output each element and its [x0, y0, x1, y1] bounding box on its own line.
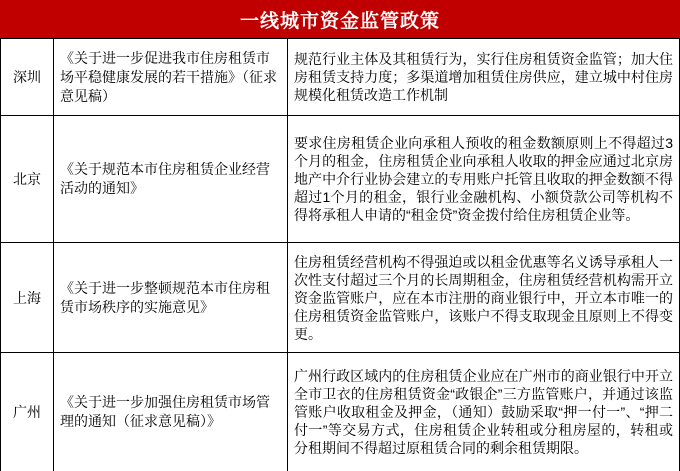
table-row-beijing	[1, 116, 680, 243]
policy-title-cell: 《关于进一步加强住房租赁市场管理的通知（征求意见稿）》	[54, 353, 288, 471]
table-row-shenzhen	[1, 39, 680, 116]
policy-title-cell: 《关于规范本市住房租赁企业经营活动的通知》	[54, 116, 288, 243]
policy-description-cell: 住房租赁经营机构不得强迫或以租金优惠等名义诱导承租人一次性支付超过三个月的长周期租金，住房租赁经营机构需开立资金监管账户，应在本市注册的商业银行中，开立本市唯一的住房租赁资金监管账户，该账户不得支取现金且原则上不得变更。	[288, 243, 680, 353]
policy-description-cell: 广州行政区域内的住房租赁企业应在广州市的商业银行中开立全市卫衣的住房租赁资金“政银企”三方监管账户，并通过该监管账户收取租金及押金，（通知）鼓励采取“押一付一”、“押二付一”等交易方式，住房租赁企业转租或分租房屋的，转租或分租期间不得超过原租赁合同的剩余租赁期限。	[288, 353, 680, 471]
policy-description-cell: 规范行业主体及其租赁行为，实行住房租赁资金监管；加大住房租赁支持力度；多渠道增加租赁住房供应，建立城中村住房规模化租赁改造工作机制	[288, 39, 680, 116]
table-row-shanghai	[1, 243, 680, 353]
city-cell: 上海	[1, 243, 54, 353]
table-row-guangzhou	[1, 353, 680, 471]
policy-title-cell: 《关于进一步整顿规范本市住房租赁市场秩序的实施意见》	[54, 243, 288, 353]
city-cell: 北京	[1, 116, 54, 243]
city-cell: 广州	[1, 353, 54, 471]
page-title: 一线城市资金监管政策	[239, 10, 440, 32]
city-cell: 深圳	[1, 39, 54, 116]
policy-title-cell: 《关于进一步促进我市住房租赁市场平稳健康发展的若干措施》（征求意见稿）	[54, 39, 288, 116]
policy-description-cell: 要求住房租赁企业向承租人预收的租金数额原则上不得超过3个月的租金，住房租赁企业向承租人收取的押金应通过北京房地产中介行业协会建立的专用账户托管且收取的押金数额不得超过1个月的租金，银行业金融机构、小额贷款公司等机构不得将承租人申请的“租金贷”资金拨付给住房租赁企业等。	[288, 116, 680, 243]
page-header	[0, 0, 680, 38]
policy-table	[0, 38, 680, 471]
